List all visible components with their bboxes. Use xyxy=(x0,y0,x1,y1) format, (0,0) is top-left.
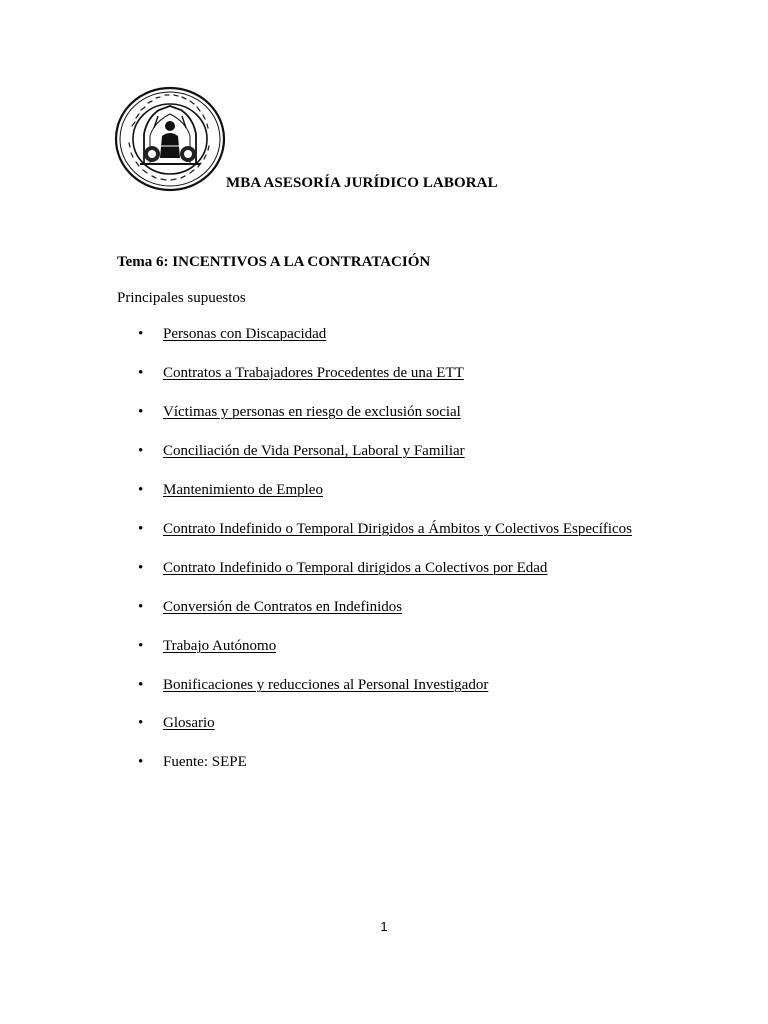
university-seal-icon xyxy=(114,86,226,192)
link-discapacidad[interactable]: Personas con Discapacidad xyxy=(163,326,327,342)
link-ett[interactable]: Contratos a Trabajadores Procedentes de una ETT xyxy=(163,365,464,381)
bullet-icon: • xyxy=(138,599,144,615)
bullet-icon: • xyxy=(138,443,144,459)
source-note: Fuente: SEPE xyxy=(163,754,247,770)
link-personal-investigador[interactable]: Bonificaciones y reducciones al Personal Investigador xyxy=(163,677,489,693)
bullet-icon: • xyxy=(138,715,144,731)
link-colectivos-edad[interactable]: Contrato Indefinido o Temporal dirigidos a Colectivos por Edad xyxy=(163,560,548,576)
bullet-icon: • xyxy=(138,560,144,576)
topic-title: Tema 6: INCENTIVOS A LA CONTRATACIÓN xyxy=(117,254,431,270)
link-conversion-contratos[interactable]: Conversión de Contratos en Indefinidos xyxy=(163,599,403,615)
bullet-icon: • xyxy=(138,754,144,770)
bullet-icon: • xyxy=(138,326,144,342)
bullet-icon: • xyxy=(138,365,144,381)
link-trabajo-autonomo[interactable]: Trabajo Autónomo xyxy=(163,638,277,654)
bullet-icon: • xyxy=(138,404,144,420)
link-conciliacion[interactable]: Conciliación de Vida Personal, Laboral y Familiar xyxy=(163,443,465,459)
link-exclusion-social[interactable]: Víctimas y personas en riesgo de exclusión social xyxy=(163,404,461,420)
topic-subtitle: Principales supuestos xyxy=(117,290,246,306)
link-ambitos-colectivos[interactable]: Contrato Indefinido o Temporal Dirigidos a Ámbitos y Colectivos Específicos xyxy=(163,521,633,537)
bullet-icon: • xyxy=(138,482,144,498)
bullet-icon: • xyxy=(138,521,144,537)
link-glosario[interactable]: Glosario xyxy=(163,715,215,731)
page-number: 1 xyxy=(380,919,388,934)
document-header-title: MBA ASESORÍA JURÍDICO LABORAL xyxy=(226,175,498,191)
bullet-icon: • xyxy=(138,677,144,693)
link-mantenimiento-empleo[interactable]: Mantenimiento de Empleo xyxy=(163,482,323,498)
bullet-icon: • xyxy=(138,638,144,654)
